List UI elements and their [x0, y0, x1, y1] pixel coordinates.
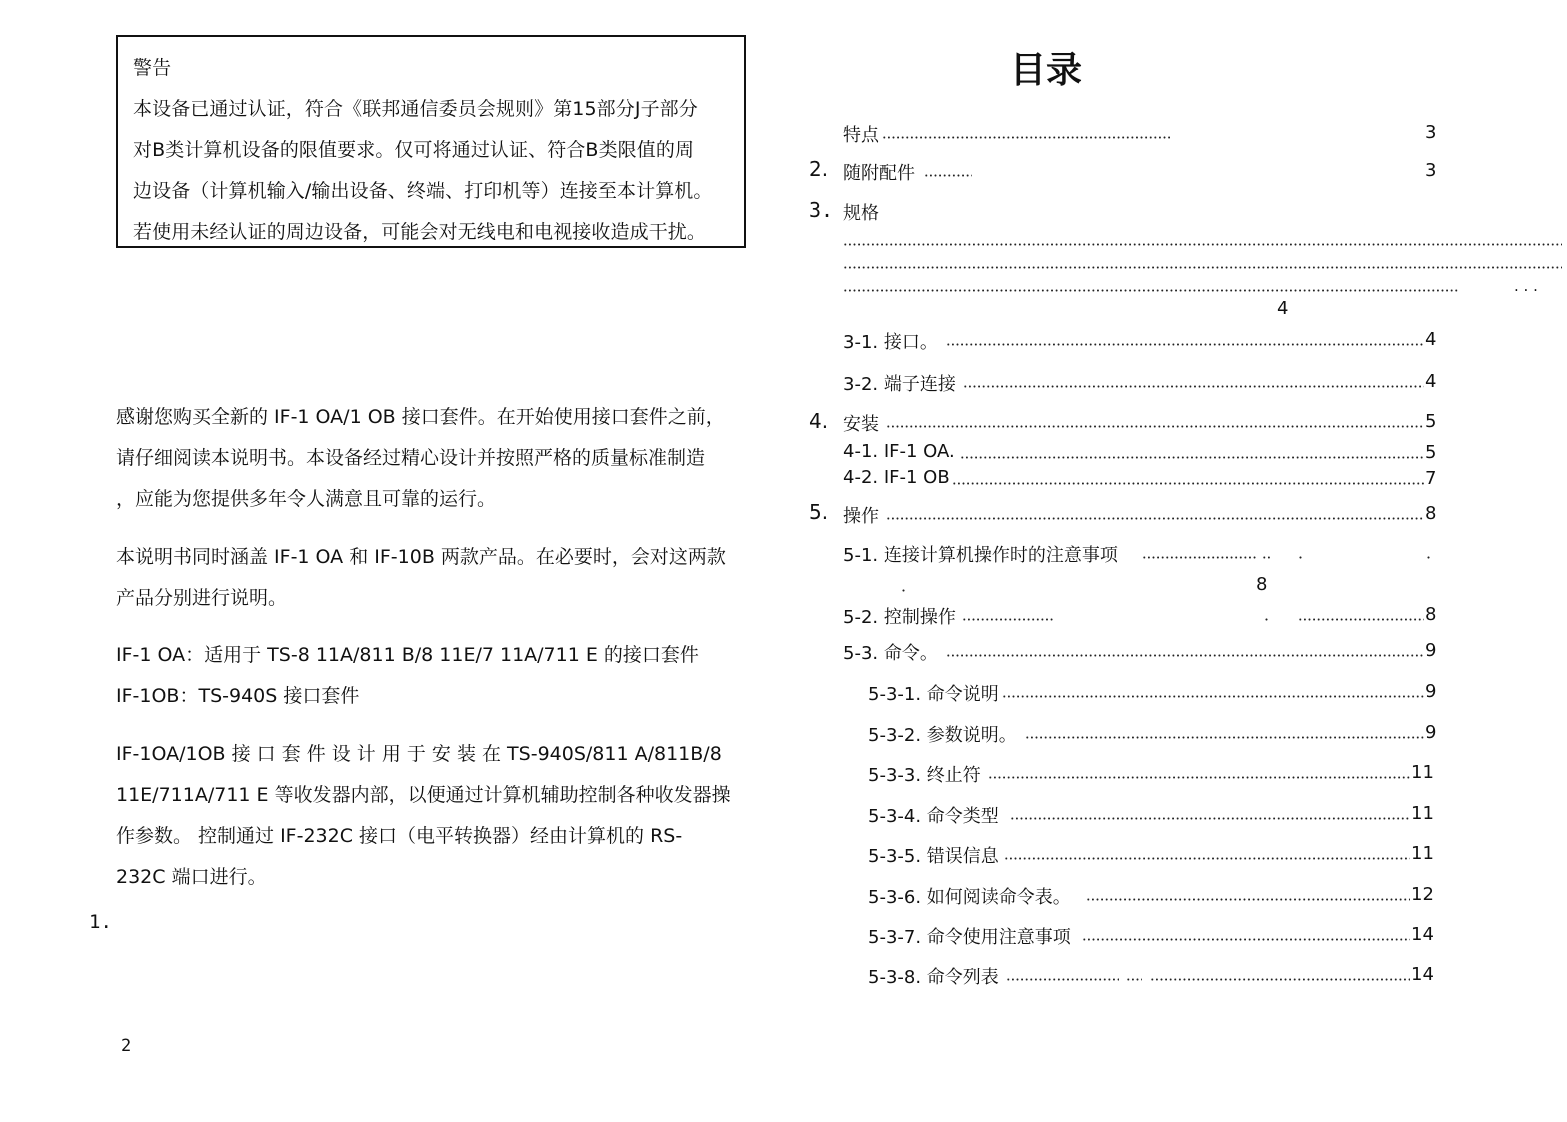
toc-section-number: 2.: [809, 157, 829, 181]
toc-leader: [886, 517, 1424, 520]
toc-leader: [1298, 618, 1424, 621]
toc-leader: [924, 174, 972, 177]
toc-page: 11: [1411, 803, 1434, 824]
page-number: 2: [121, 1036, 132, 1056]
toc-page: 8: [1425, 604, 1437, 625]
toc-leader: [962, 618, 1054, 621]
toc-leader: [843, 289, 1458, 292]
toc-trailing-dots: . . .: [1514, 277, 1538, 295]
toc-page: 8: [1256, 574, 1268, 595]
toc-leader: [843, 266, 1562, 269]
toc-page: 11: [1411, 762, 1434, 783]
toc-leader: [960, 456, 1424, 459]
toc-label: 操作: [843, 506, 879, 527]
toc-section-number: 5.: [809, 500, 829, 524]
toc-leader: [988, 776, 1410, 779]
toc-page: 9: [1425, 681, 1437, 702]
toc-leader: [1002, 695, 1424, 698]
toc-label: 5-3-5. 错误信息: [868, 846, 999, 867]
warning-line: 边设备（计算机输入/输出设备、终端、打印机等）连接至本计算机。: [133, 180, 713, 202]
install-line: 232C 端口进行。: [116, 866, 267, 888]
toc-page: 4: [1277, 298, 1289, 319]
toc-page: 12: [1411, 884, 1434, 905]
toc-leader: [946, 343, 1424, 346]
toc-section-number: 3.: [809, 198, 834, 222]
toc-label: 特点: [843, 125, 879, 146]
toc-leader: [886, 425, 1424, 428]
toc-page: 9: [1425, 722, 1437, 743]
toc-label: 5-3-1. 命令说明: [868, 684, 999, 705]
intro-line: 请仔细阅读本说明书。本设备经过精心设计并按照严格的质量标准制造: [116, 447, 706, 469]
toc-leader: [1264, 618, 1269, 621]
toc-label: 5-3-6. 如何阅读命令表。: [868, 887, 1071, 908]
toc-label: 4-1. IF-1 OA.: [843, 441, 955, 462]
toc-page: 14: [1411, 964, 1434, 985]
toc-label: 5-2. 控制操作: [843, 607, 956, 628]
toc-label: 5-3. 命令。: [843, 643, 938, 664]
toc-leader: [1262, 556, 1272, 559]
toc-leader: [1004, 857, 1410, 860]
toc-label: 随附配件: [843, 163, 915, 184]
toc-leader: [1126, 978, 1142, 981]
toc-leader: [1426, 556, 1431, 559]
toc-leader: [901, 589, 906, 592]
toc-label: 3-1. 接口。: [843, 332, 938, 353]
section-marker: 1.: [89, 911, 112, 933]
model-line: IF-1 OA：适用于 TS-8 11A/811 B/8 11E/7 11A/711 E 的接口套件: [116, 644, 699, 666]
toc-page: 7: [1425, 468, 1437, 489]
toc-leader: [1142, 556, 1257, 559]
toc-label: 5-1. 连接计算机操作时的注意事项: [843, 545, 1118, 566]
toc-page: 5: [1425, 442, 1437, 463]
toc-label: 安装: [843, 414, 879, 435]
toc-leader: [843, 243, 1562, 246]
toc-page: 4: [1425, 371, 1437, 392]
toc-leader: [1150, 978, 1410, 981]
intro-line: ，应能为您提供多年令人满意且可靠的运行。: [116, 488, 497, 510]
toc-page: 3: [1425, 122, 1437, 143]
warning-line: 本设备已通过认证，符合《联邦通信委员会规则》第15部分J子部分: [133, 98, 698, 120]
warning-box: [116, 35, 746, 248]
warning-line: 若使用未经认证的周边设备，可能会对无线电和电视接收造成干扰。: [133, 221, 707, 243]
toc-label: 规格: [843, 203, 879, 224]
toc-label: 5-3-7. 命令使用注意事项: [868, 927, 1071, 948]
toc-label: 5-3-4. 命令类型: [868, 806, 999, 827]
toc-label: 5-3-2. 参数说明。: [868, 725, 1017, 746]
toc-leader: [952, 482, 1424, 485]
toc-leader: [882, 136, 1170, 139]
warning-line: 对B类计算机设备的限值要求。仅可将通过认证、符合B类限值的周: [133, 139, 695, 161]
install-line: 11E/711A/711 E 等收发器内部，以便通过计算机辅助控制各种收发器操: [116, 784, 731, 806]
toc-page: 3: [1425, 160, 1437, 181]
toc-page: 14: [1411, 924, 1434, 945]
toc-label: 3-2. 端子连接: [843, 374, 956, 395]
toc-page: 9: [1425, 640, 1437, 661]
toc-leader: [1298, 556, 1303, 559]
toc-section-number: 4.: [809, 409, 829, 433]
toc-label: 5-3-3. 终止符: [868, 765, 981, 786]
install-line: 作参数。 控制通过 IF-232C 接口（电平转换器）经由计算机的 RS-: [116, 825, 683, 847]
toc-title: 目录: [1010, 50, 1083, 91]
intro-line: 感谢您购买全新的 IF-1 OA/1 OB 接口套件。在开始使用接口套件之前，: [116, 406, 725, 428]
toc-leader: [1010, 817, 1410, 820]
model-line: IF-1OB：TS-940S 接口套件: [116, 685, 360, 707]
toc-page: 8: [1425, 503, 1437, 524]
coverage-line: 本说明书同时涵盖 IF-1 OA 和 IF-10B 两款产品。在必要时，会对这两款: [116, 546, 726, 568]
toc-leader: [1006, 978, 1119, 981]
coverage-line: 产品分别进行说明。: [116, 587, 288, 609]
install-line: IF-1OA/1OB 接 口 套 件 设 计 用 于 安 装 在 TS-940S/811 A/811B/8: [116, 743, 722, 765]
toc-label: 4-2. IF-1 OB: [843, 467, 950, 488]
toc-page: 5: [1425, 411, 1437, 432]
toc-leader: [1086, 898, 1410, 901]
toc-label: 5-3-8. 命令列表: [868, 967, 999, 988]
toc-leader: [1025, 736, 1424, 739]
toc-page: 11: [1411, 843, 1434, 864]
toc-leader: [946, 654, 1424, 657]
toc-page: 4: [1425, 329, 1437, 350]
toc-leader: [963, 385, 1424, 388]
toc-leader: [1082, 938, 1410, 941]
warning-title: 警告: [133, 57, 172, 79]
